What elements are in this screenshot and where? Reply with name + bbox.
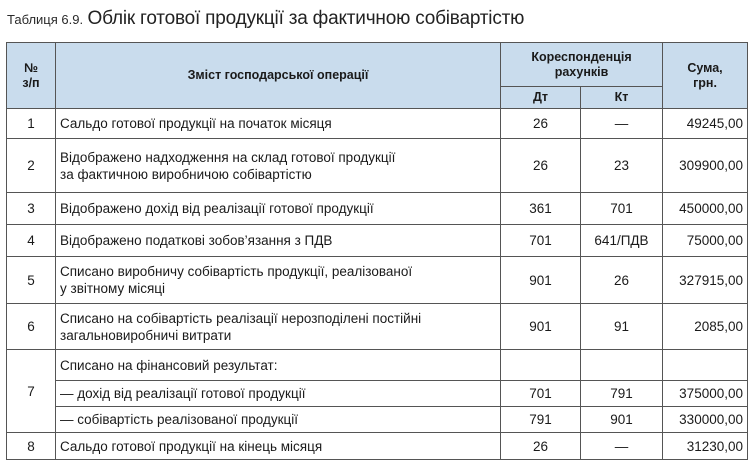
- row-debit: 26: [501, 433, 581, 460]
- table-row: [7, 304, 748, 350]
- row-sum: 75000,00: [663, 225, 748, 257]
- table-subrow: [7, 381, 748, 407]
- table-row: [7, 257, 748, 304]
- row-credit: 26: [581, 257, 663, 304]
- row-desc: [56, 304, 501, 350]
- header-correspondence: [501, 43, 663, 87]
- row-num: 8: [7, 433, 56, 460]
- row-sum: 2085,00: [663, 304, 748, 350]
- caption-prefix: Таблиця 6.9.: [7, 12, 84, 27]
- row-sum: 31230,00: [663, 433, 748, 460]
- row-num: 6: [7, 304, 56, 350]
- row-desc: [56, 257, 501, 304]
- row-desc: Списано на фінансовий результат:: [56, 350, 501, 381]
- header-num-label: № з/п: [22, 60, 40, 90]
- row-credit: 23: [581, 139, 663, 193]
- row-sum: 330000,00: [663, 407, 748, 433]
- row-desc: Сальдо готової продукції на початок місяця: [56, 109, 501, 139]
- row-sum: 375000,00: [663, 381, 748, 407]
- row-num: 7: [7, 350, 56, 433]
- table-row: [7, 139, 748, 193]
- header-sum: [663, 43, 748, 109]
- row-num: 1: [7, 109, 56, 139]
- row-credit: 641/ПДВ: [581, 225, 663, 257]
- header-correspondence-label: Кореспонденція рахунків: [531, 49, 632, 79]
- row-num: 3: [7, 193, 56, 225]
- row-credit: 91: [581, 304, 663, 350]
- row-desc: — дохід від реалізації готової продукції: [56, 381, 501, 407]
- row-debit: 26: [501, 139, 581, 193]
- row-debit: 701: [501, 225, 581, 257]
- table-row: [7, 433, 748, 460]
- row-desc-line: Відображено надходження на склад готової продукції: [60, 149, 396, 165]
- row-desc-line: за фактичною виробничою собівартістю: [60, 166, 312, 182]
- row-desc-line: у звітному місяці: [60, 281, 166, 296]
- row-debit: 361: [501, 193, 581, 225]
- row-num: 5: [7, 257, 56, 304]
- table-row: [7, 225, 748, 257]
- table-subrow: [7, 407, 748, 433]
- row-desc: Відображено податкові зобов’язання з ПДВ: [56, 225, 501, 257]
- row-sum: 450000,00: [663, 193, 748, 225]
- row-desc: — собівартість реалізованої продукції: [56, 407, 501, 433]
- row-debit: 701: [501, 381, 581, 407]
- row-sum: [663, 350, 748, 381]
- row-credit: 791: [581, 381, 663, 407]
- header-sum-label: Сума, грн.: [687, 60, 723, 90]
- table-row: [7, 350, 748, 381]
- header-row: [7, 43, 748, 87]
- row-debit: 791: [501, 407, 581, 433]
- row-credit: —: [581, 433, 663, 460]
- caption-title: Облік готової продукції за фактичною собівартістю: [87, 8, 525, 29]
- row-credit: 901: [581, 407, 663, 433]
- row-desc-line: загальновиробничі витрати: [60, 327, 232, 343]
- row-debit: 901: [501, 304, 581, 350]
- ledger-table: [6, 42, 748, 460]
- row-credit: —: [581, 109, 663, 139]
- header-num: [7, 43, 56, 109]
- header-debit: Дт: [501, 87, 581, 109]
- row-desc: Сальдо готової продукції на кінець місяця: [56, 433, 501, 460]
- table-caption: [7, 8, 524, 30]
- row-debit: 901: [501, 257, 581, 304]
- table-row: [7, 109, 748, 139]
- row-debit: [501, 350, 581, 381]
- row-credit: 701: [581, 193, 663, 225]
- row-num: 2: [7, 139, 56, 193]
- header-content: Зміст господарської операції: [56, 43, 501, 109]
- row-desc: Відображено дохід від реалізації готової продукції: [56, 193, 501, 225]
- row-sum: 309900,00: [663, 139, 748, 193]
- row-debit: 26: [501, 109, 581, 139]
- row-sum: 49245,00: [663, 109, 748, 139]
- row-desc-line: Списано виробничу собівартість продукції, реалізованої: [60, 264, 413, 279]
- row-desc-line: Списано на собівартість реалізації нерозподілені постійні: [60, 310, 422, 326]
- row-num: 4: [7, 225, 56, 257]
- row-desc: [56, 139, 501, 193]
- header-credit: Кт: [581, 87, 663, 109]
- table-row: [7, 193, 748, 225]
- row-credit: [581, 350, 663, 381]
- row-sum: 327915,00: [663, 257, 748, 304]
